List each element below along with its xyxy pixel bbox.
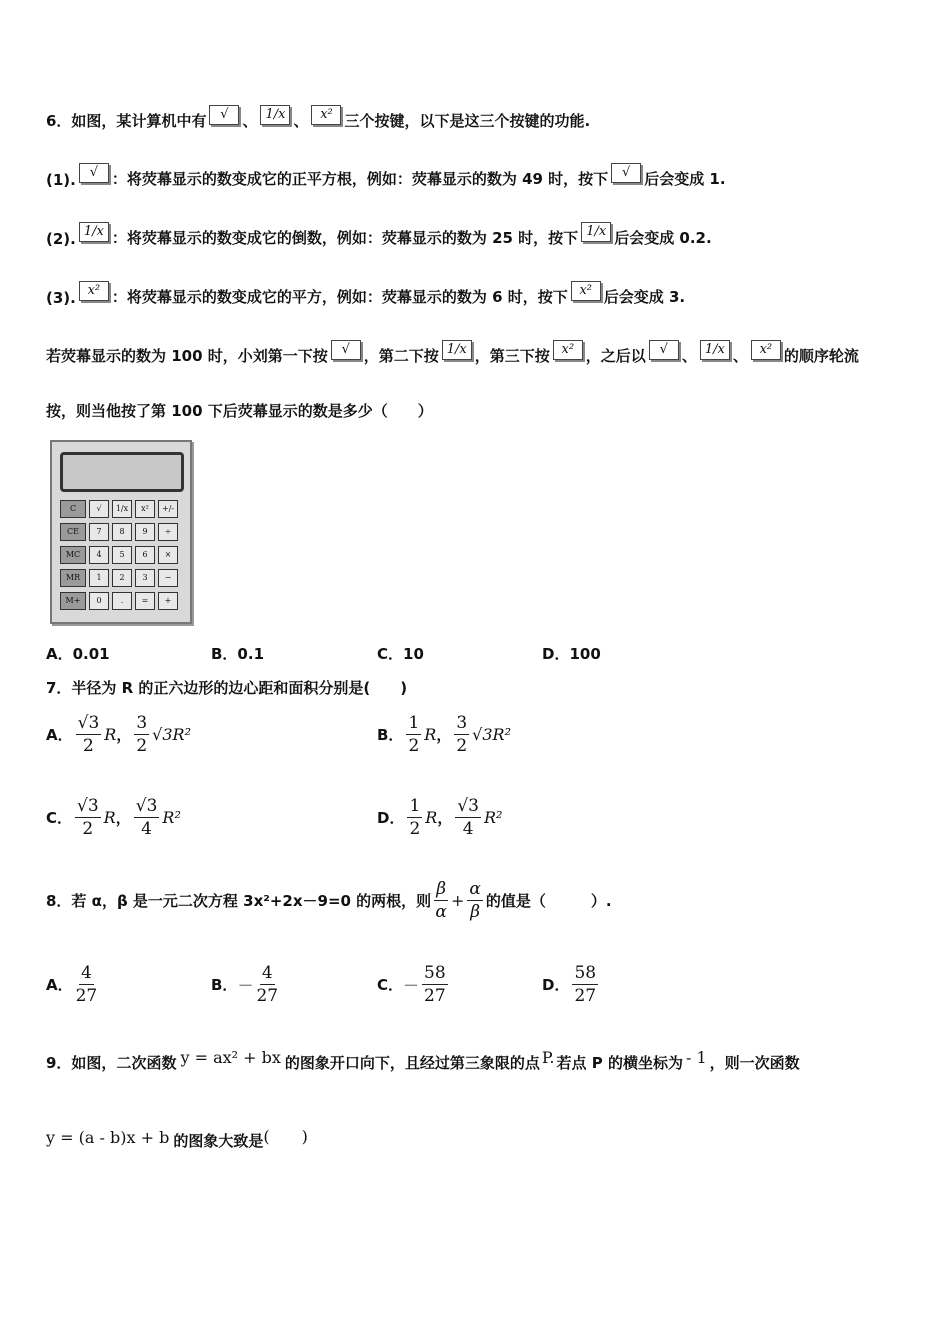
item-label: (2). — [46, 230, 76, 248]
q7-option-d[interactable] — [377, 795, 502, 840]
calculator-key: . — [112, 592, 132, 610]
calculator-key: MC — [60, 546, 86, 564]
reciprocal-key-icon: 1/x — [260, 105, 290, 125]
separator: 、 — [242, 112, 258, 130]
reciprocal-key-icon: 1/x — [700, 340, 730, 360]
option-label: A． — [46, 976, 73, 994]
calculator-key: 5 — [112, 546, 132, 564]
fraction — [454, 712, 469, 757]
math-expr: √3R² — [152, 725, 191, 744]
calculator-image — [50, 440, 192, 624]
answer-blank: ( ) — [263, 1127, 308, 1146]
linear-function: y = (a - b)x + b — [46, 1128, 170, 1147]
denominator: 27 — [75, 986, 98, 1006]
calculator-screen — [60, 452, 184, 492]
calculator-key: 8 — [112, 523, 132, 541]
sqrt-key-icon: √ — [209, 105, 239, 125]
q6-stem-text: 6．如图，某计算机中有 — [46, 112, 207, 130]
q7-option-c[interactable] — [46, 795, 181, 840]
separator: 、 — [293, 112, 309, 130]
math-r: R — [103, 808, 116, 827]
square-key-icon: x² — [311, 105, 341, 125]
item-text: ：将荧幕显示的数变成它的正平方根，例如：荧幕显示的数为 49 时，按下 — [111, 170, 609, 188]
q8-option-c[interactable] — [377, 962, 451, 1007]
denominator: 27 — [256, 986, 279, 1006]
numerator: 4 — [261, 963, 273, 983]
denominator: β — [470, 902, 481, 922]
option-label: D． — [542, 976, 570, 994]
denominator: 2 — [136, 736, 148, 756]
numerator: β — [436, 879, 447, 899]
option-label: B． — [377, 726, 404, 744]
comma: ， — [437, 809, 453, 827]
reciprocal-key-icon: 1/x — [79, 222, 109, 242]
fraction — [76, 712, 102, 757]
q6-stem — [46, 107, 591, 131]
q6-option-b[interactable]: B．0.1 — [211, 645, 265, 663]
numerator: 4 — [81, 963, 92, 983]
separator: 、 — [732, 347, 748, 365]
calculator-key: 0 — [89, 592, 109, 610]
q9-text: 若点 P 的横坐标为 — [556, 1054, 683, 1072]
q9-text: 的图象大致是 — [173, 1132, 264, 1150]
q7-option-a[interactable] — [46, 712, 191, 757]
q9-text: 的图象开口向下，且经过第三象限的点 — [284, 1054, 540, 1072]
fraction — [75, 795, 101, 840]
calculator-key: = — [135, 592, 155, 610]
calculator-key: 6 — [135, 546, 155, 564]
q8-option-b[interactable] — [211, 962, 281, 1007]
fraction — [434, 878, 448, 923]
fraction — [407, 795, 422, 840]
fraction — [76, 962, 98, 1007]
numerator: √3 — [77, 713, 100, 733]
numerator: √3 — [135, 796, 158, 816]
numerator: 58 — [424, 963, 446, 983]
numerator: 58 — [574, 963, 597, 983]
numerator: 3 — [136, 713, 148, 733]
math-expr: R² — [484, 808, 503, 827]
math-r: R — [104, 725, 117, 744]
numerator: 3 — [456, 713, 468, 733]
calculator-key: M+ — [60, 592, 86, 610]
fraction — [134, 712, 149, 757]
x-coordinate: - 1 — [685, 1048, 707, 1067]
denominator: 4 — [141, 819, 152, 839]
para-text: ，之后以 — [585, 347, 646, 365]
calculator-key: 4 — [89, 546, 109, 564]
reciprocal-key-icon: 1/x — [442, 340, 472, 360]
q6-option-a[interactable]: A．0.01 — [46, 645, 110, 663]
item-tail: 后会变成 0.2. — [614, 229, 712, 247]
para-text: 若荧幕显示的数为 100 时，小刘第一下按 — [46, 347, 328, 365]
denominator: α — [435, 902, 447, 922]
q6-item-2 — [46, 224, 712, 248]
option-label: C． — [46, 809, 73, 827]
denominator: 2 — [456, 736, 468, 756]
q7-stem — [46, 677, 407, 698]
math-r: R — [425, 808, 438, 827]
sqrt-key-icon: √ — [649, 340, 679, 360]
fraction — [467, 878, 482, 923]
option-label: C． — [377, 976, 404, 994]
denominator: 4 — [462, 819, 474, 839]
q9-text: ，则一次函数 — [709, 1054, 800, 1072]
item-tail: 后会变成 1. — [644, 170, 726, 188]
calculator-key: MR — [60, 569, 86, 587]
calculator-key: C — [60, 500, 86, 518]
math-expr: √3R² — [472, 725, 511, 744]
comma: ， — [436, 726, 452, 744]
calculator-key: + — [158, 592, 178, 610]
item-label: (1). — [46, 171, 76, 189]
q8-stem-tail: 的值是（ ）. — [485, 892, 612, 910]
point-p: P. — [541, 1048, 555, 1067]
calculator-key: 2 — [112, 569, 132, 587]
calculator-key: 7 — [89, 523, 109, 541]
fraction — [134, 795, 160, 840]
numerator: √3 — [457, 796, 479, 816]
q8-option-a[interactable] — [46, 962, 100, 1007]
fraction — [406, 712, 421, 757]
plus-sign: + — [451, 891, 465, 910]
q6-item-3 — [46, 283, 686, 307]
square-key-icon: x² — [751, 340, 781, 360]
square-key-icon: x² — [571, 281, 601, 301]
q7-stem-text: 7．半径为 R 的正六边形的边心距和面积分别是( ) — [46, 679, 408, 697]
para-text: 按，则当他按了第 100 下后荧幕显示的数是多少（ ） — [46, 402, 433, 420]
option-label: A． — [46, 726, 73, 744]
q8-stem-text: 8．若 α，β 是一元二次方程 3x²+2x－9=0 的两根，则 — [46, 892, 432, 910]
q7-option-b[interactable] — [377, 712, 511, 757]
calculator-keypad — [60, 500, 178, 610]
quadratic-function: y = ax² + bx — [180, 1048, 281, 1067]
item-text: ：将荧幕显示的数变成它的平方，例如：荧幕显示的数为 6 时，按下 — [111, 288, 568, 306]
denominator: 27 — [424, 986, 446, 1006]
fraction — [422, 962, 448, 1007]
q6-option-c[interactable]: C．10 — [377, 645, 424, 663]
option-label: B． — [211, 976, 238, 994]
q6-paragraph-1 — [46, 342, 859, 366]
calculator-key: CE — [60, 523, 86, 541]
calculator-key: ÷ — [158, 523, 178, 541]
denominator: 2 — [408, 736, 420, 756]
para-text: 的顺序轮流 — [783, 347, 859, 365]
calculator-key: 9 — [135, 523, 155, 541]
para-text: ，第三下按 — [474, 347, 550, 365]
q6-option-d[interactable]: D．100 — [542, 645, 601, 663]
sqrt-key-icon: √ — [331, 340, 361, 360]
q6-item-1 — [46, 165, 726, 189]
item-label: (3). — [46, 289, 76, 307]
calculator-key: 1 — [89, 569, 109, 587]
square-key-icon: x² — [79, 281, 109, 301]
comma: ， — [115, 809, 131, 827]
minus-sign: － — [403, 976, 420, 995]
q9-stem-line-2 — [46, 1128, 308, 1151]
denominator: 2 — [409, 819, 421, 839]
minus-sign: － — [237, 976, 254, 995]
calculator-key: × — [158, 546, 178, 564]
q6-paragraph-2 — [46, 400, 433, 421]
fraction — [455, 795, 481, 840]
q8-stem — [46, 878, 612, 923]
calculator-key: x² — [135, 500, 155, 518]
sqrt-key-icon: √ — [79, 163, 109, 183]
numerator: 1 — [409, 796, 421, 816]
calculator-key: 1/x — [112, 500, 132, 518]
math-r: R — [424, 725, 437, 744]
separator: 、 — [681, 347, 697, 365]
calculator-key: +/- — [158, 500, 178, 518]
item-tail: 后会变成 3. — [603, 288, 686, 306]
square-key-icon: x² — [553, 340, 583, 360]
denominator: 27 — [574, 986, 597, 1006]
numerator: √3 — [77, 796, 99, 816]
item-text: ：将荧幕显示的数变成它的倒数，例如：荧幕显示的数为 25 时，按下 — [111, 229, 579, 247]
q9-stem-line-1 — [46, 1048, 800, 1073]
q6-stem-suffix: 三个按键，以下是这三个按键的功能. — [344, 112, 591, 130]
fraction — [572, 962, 598, 1007]
math-expr: R² — [162, 808, 181, 827]
denominator: 2 — [83, 736, 94, 756]
option-label: D． — [377, 809, 405, 827]
reciprocal-key-icon: 1/x — [581, 222, 611, 242]
para-text: ，第二下按 — [363, 347, 439, 365]
denominator: 2 — [82, 819, 94, 839]
sqrt-key-icon: √ — [611, 163, 641, 183]
q9-text: 9．如图，二次函数 — [46, 1054, 177, 1072]
calculator-key: √ — [89, 500, 109, 518]
fraction — [256, 962, 278, 1007]
numerator: 1 — [408, 713, 420, 733]
calculator-key: 3 — [135, 569, 155, 587]
numerator: α — [469, 879, 481, 899]
calculator-key: − — [158, 569, 178, 587]
q8-option-d[interactable] — [542, 962, 601, 1007]
comma: ， — [116, 726, 132, 744]
